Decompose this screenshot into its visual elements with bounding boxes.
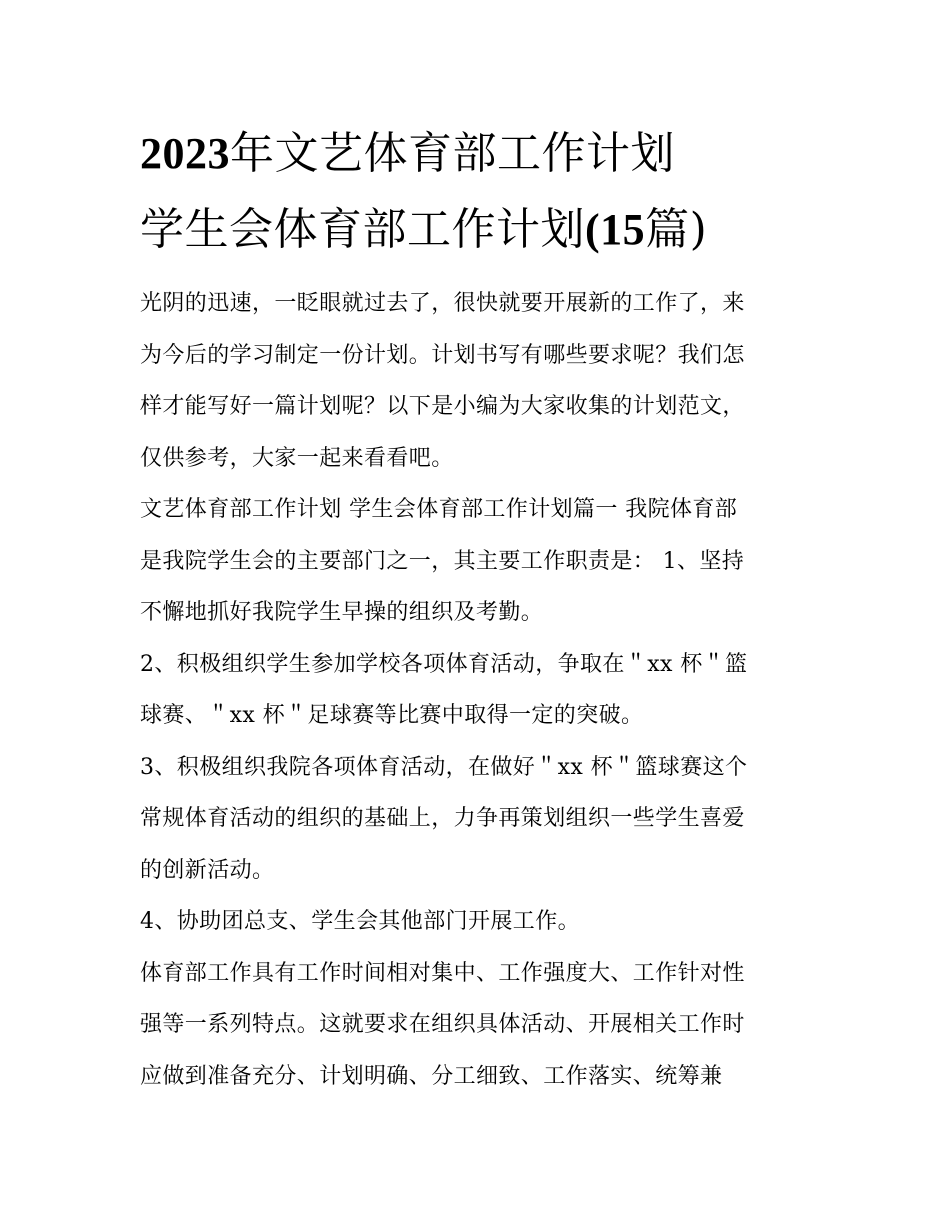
paragraph-item-3 xyxy=(140,742,820,897)
title-year: 2023 xyxy=(140,129,230,178)
text-line: 仅供参考，大家一起来看看吧。 xyxy=(140,445,454,471)
text-line: 不懈地抓好我院学生早操的组织及考勤。 xyxy=(140,600,544,625)
text-line: 球赛、＂xx 杯＂足球赛等比赛中取得一定的突破。 xyxy=(140,703,644,728)
title-text: 篇) xyxy=(645,204,708,255)
text-line: 常规体育活动的组织的基础上，力争再策划组织一些学生喜爱 xyxy=(140,806,745,831)
paragraph-item-4 xyxy=(140,896,820,948)
document-title xyxy=(140,116,820,268)
text-line: 4、协助团总支、学生会其他部门开展工作。 xyxy=(140,909,580,934)
text-line: 应做到准备充分、计划明确、分工细致、工作落实、统筹兼 xyxy=(140,1063,723,1089)
text-line: 为今后的学习制定一份计划。计划书写有哪些要求呢？我们怎 xyxy=(140,342,745,368)
text-line: 光阴的迅速，一眨眼就过去了，很快就要开展新的工作了，来 xyxy=(140,291,745,316)
paragraph-section-one xyxy=(140,484,820,639)
paragraph-intro xyxy=(140,278,820,484)
paragraph-features xyxy=(140,948,820,1103)
document-page xyxy=(140,116,820,1102)
text-line: 是我院学生会的主要部门之一，其主要工作职责是： 1、坚持 xyxy=(140,548,745,574)
text-line: 强等一系列特点。这就要求在组织具体活动、开展相关工作时 xyxy=(140,1012,745,1037)
title-text: 学生会体育部工作计划 xyxy=(140,204,585,255)
title-line xyxy=(140,116,820,192)
text-line: 2、积极组织学生参加学校各项体育活动，争取在＂xx 杯＂篮 xyxy=(140,651,748,677)
text-line: 的创新活动。 xyxy=(140,857,275,883)
title-line xyxy=(140,192,820,268)
title-count: (15 xyxy=(585,205,646,254)
text-line: 样才能写好一篇计划呢？以下是小编为大家收集的计划范文， xyxy=(140,394,745,419)
text-line: 文艺体育部工作计划 学生会体育部工作计划篇一 我院体育部 xyxy=(140,497,738,522)
document-body xyxy=(140,278,820,1102)
text-line: 3、积极组织我院各项体育活动，在做好＂xx 杯＂篮球赛这个 xyxy=(140,754,748,780)
title-text: 年文艺体育部工作计划 xyxy=(230,128,675,179)
text-line: 体育部工作具有工作时间相对集中、工作强度大、工作针对性 xyxy=(140,960,745,986)
paragraph-item-2 xyxy=(140,639,820,742)
